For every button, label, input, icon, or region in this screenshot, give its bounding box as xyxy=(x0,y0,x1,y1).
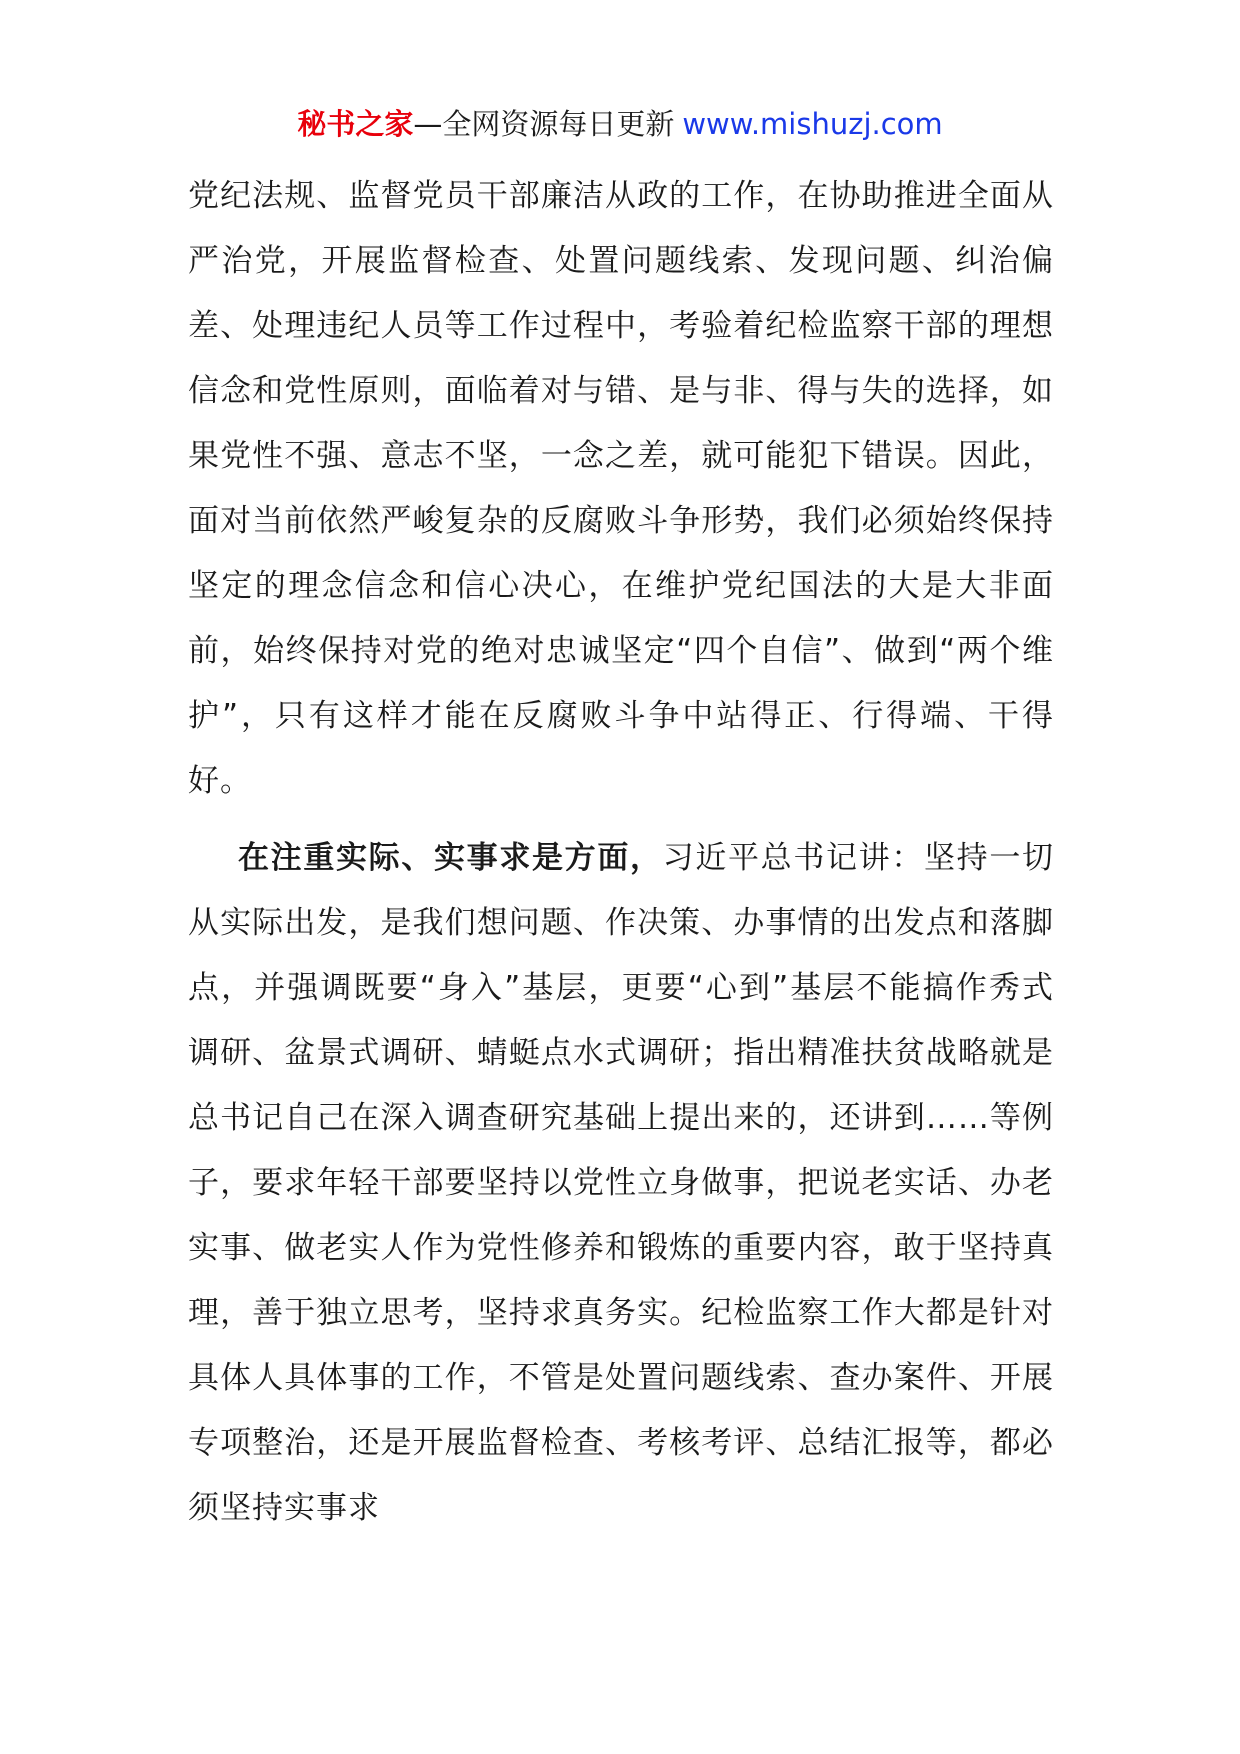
brand-name: 秘书之家 xyxy=(297,107,414,141)
paragraph-1: 党纪法规、监督党员干部廉洁从政的工作，在协助推进全面从严治党，开展监督检查、处置问题线索、发现问题、纠治偏差、处理违纪人员等工作过程中，考验着纪检监察干部的理想信念和党性原则，面临着对与错、是与非、得与失的选择，如果党性不强、意志不坚，一念之差，就可能犯下错误。因此，面对当前依然严峻复杂的反腐败斗争形势，我们必须始终保持坚定的理念信念和信心决心，在维护党纪国法的大是大非面前，始终保持对党的绝对忠诚坚定“四个自信”、做到“两个维护”，只有这样才能在反腐败斗争中站得正、行得端、干得好。 xyxy=(188,178,1054,799)
header-tagline: —全网资源每日更新 xyxy=(413,107,675,141)
site-header xyxy=(0,104,1240,144)
paragraph-2 xyxy=(188,826,1054,1541)
paragraph-2-lead: 在注重实际、实事求是方面， xyxy=(238,840,663,876)
document-body xyxy=(188,164,1054,1541)
site-url-link[interactable]: www.mishuzj.com xyxy=(682,107,943,141)
paragraph-2-text: 习近平总书记讲：坚持一切从实际出发，是我们想问题、作决策、办事情的出发点和落脚点，并强调既要“身入”基层，更要“心到”基层不能搞作秀式调研、盆景式调研、蜻蜓点水式调研；指出精准扶贫战略就是总书记自己在深入调查研究基础上提出来的，还讲到……等例子，要求年轻干部要坚持以党性立身做事，把说老实话、办老实事、做老实人作为党性修养和锻炼的重要内容，敢于坚持真理，善于独立思考，坚持求真务实。纪检监察工作大都是针对具体人具体事的工作，不管是处置问题线索、查办案件、开展专项整治，还是开展监督检查、考核考评、总结汇报等，都必须坚持实事求 xyxy=(188,840,1055,1526)
